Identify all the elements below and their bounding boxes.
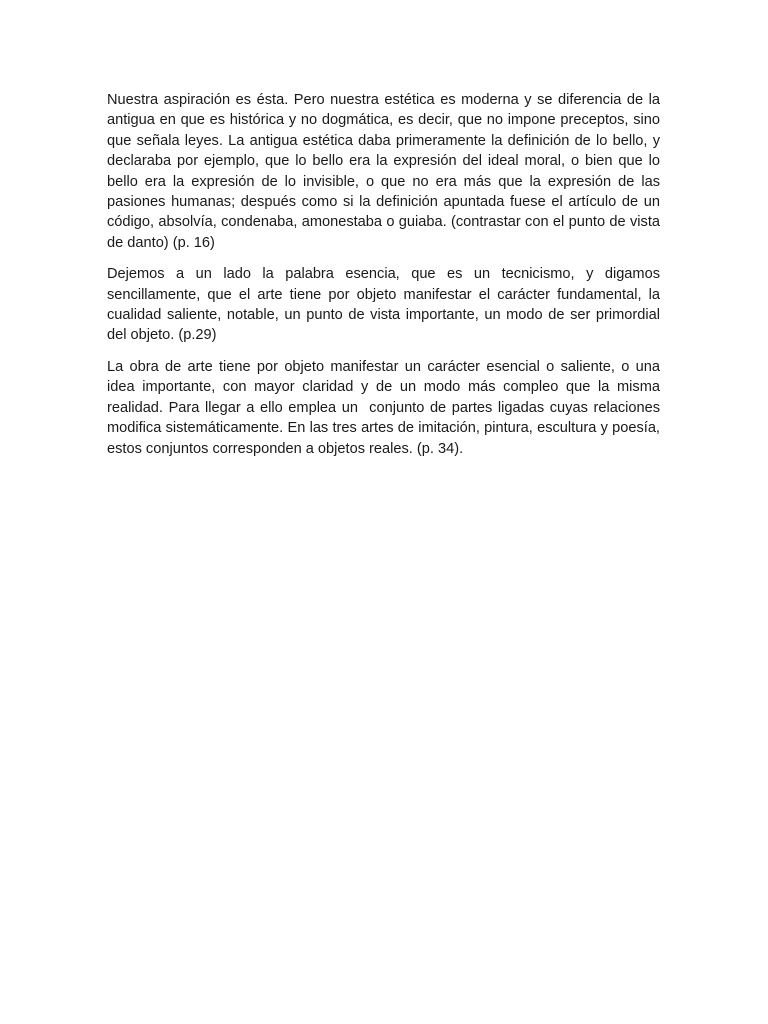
paragraph-2: Dejemos a un lado la palabra esencia, que es un tecnicismo, y digamos sencillamente, que el arte tiene por objeto manifestar el carácter fundamental, la cualidad saliente, notable, un punto de vista importante, un modo de ser primordial del objeto. (p.29): [107, 266, 665, 344]
paragraph-1: Nuestra aspiración es ésta. Pero nuestra estética es moderna y se diferencia de la antigua en que es histórica y no dogmática, es decir, que no impone preceptos, sino que señala leyes. La antigua estética daba primeramente la definición de lo bello, y declaraba por ejemplo, que lo bello era la expresión del ideal moral, o bien que lo bello era la expresión de lo invisible, o que no era más que la expresión de las pasiones humanas; después como si la definición apuntada fuese el artículo de un código, absolvía, condenaba, amonestaba o guiaba. (contrastar con el punto de vista de danto) (p. 16): [107, 92, 665, 251]
paragraph-3: La obra de arte tiene por objeto manifestar un carácter esencial o saliente, o una idea importante, con mayor claridad y de un modo más compleo que la misma realidad. Para llegar a ello emplea un conjunto de partes ligadas cuyas relaciones modifica sistemáticamente. En las tres artes de imitación, pintura, escultura y poesía, estos conjuntos corresponden a objetos reales. (p. 34).: [107, 358, 665, 457]
body-text: [107, 90, 665, 470]
